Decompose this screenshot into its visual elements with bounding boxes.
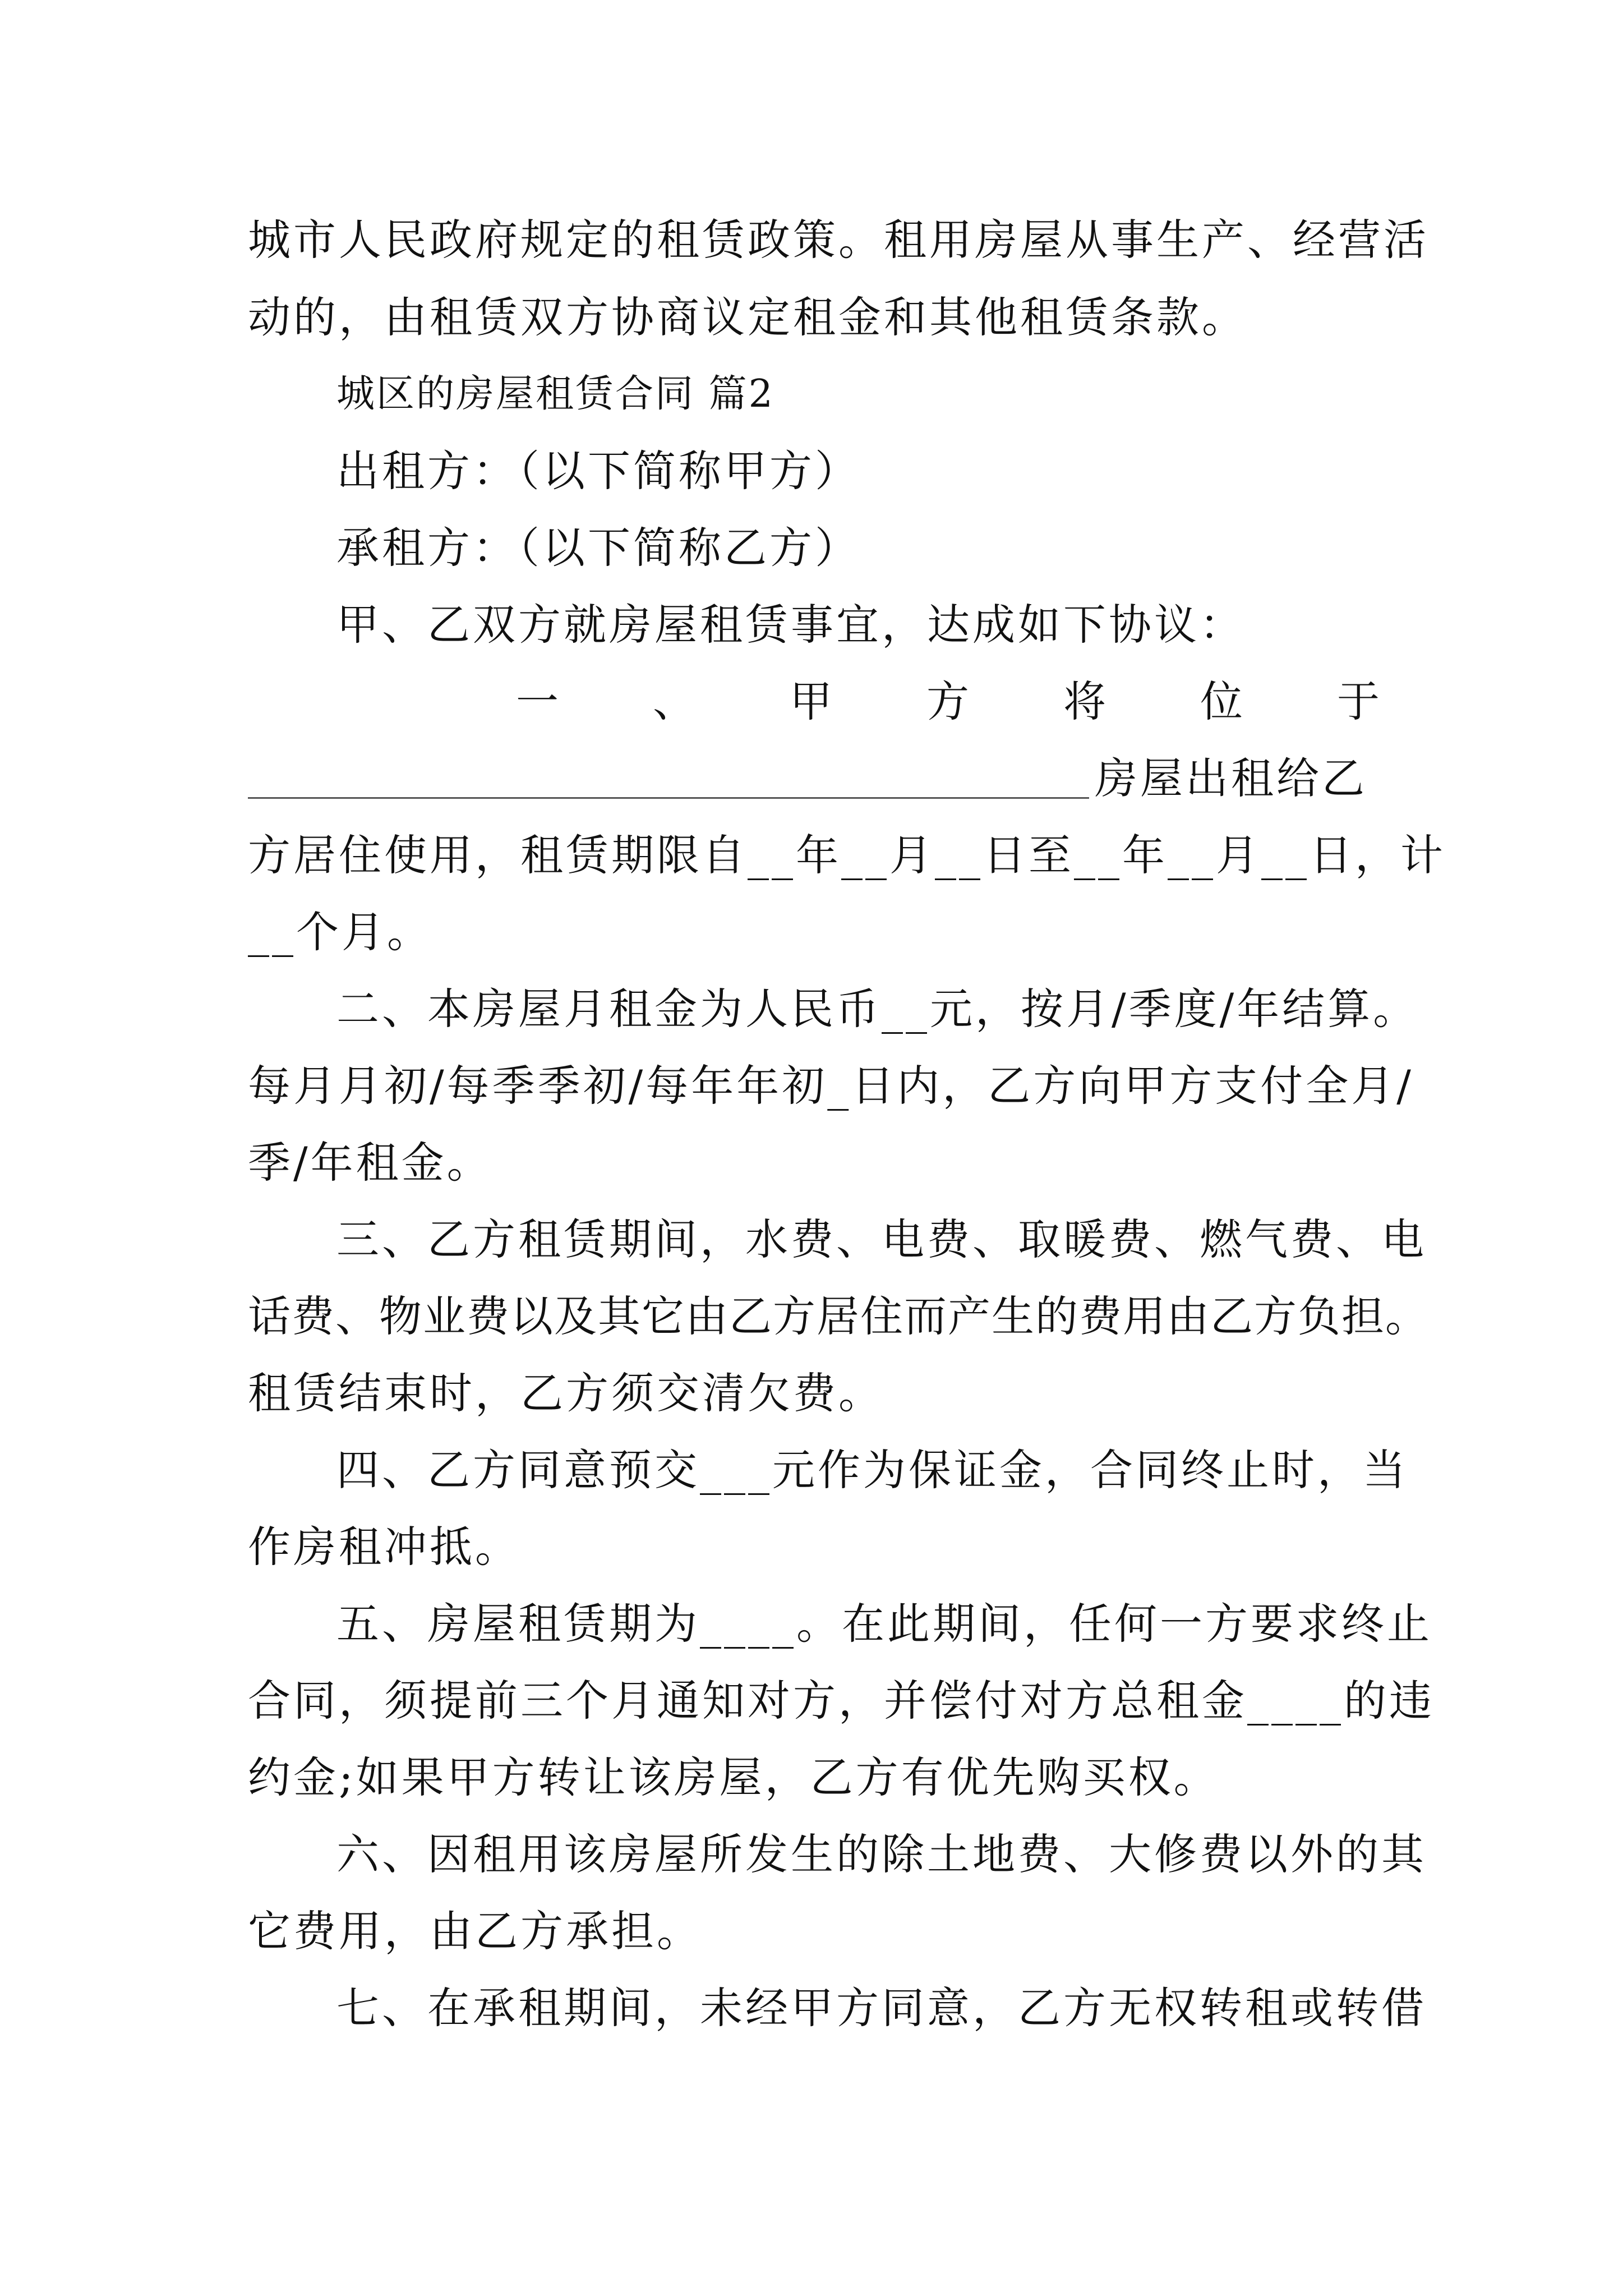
spaced-char: 方 xyxy=(926,677,969,726)
paragraph-line: 七、在承租期间，未经甲方同意，乙方无权转租或转借 xyxy=(336,1983,1427,2033)
agreement-intro-line: 甲、乙双方就房屋租赁事宜，达成如下协议： xyxy=(336,600,1245,650)
paragraph-line: 城市人民政府规定的租赁政策。租用房屋从事生产、经营活 xyxy=(248,215,1429,265)
paragraph-line: 作房租冲抵。 xyxy=(248,1522,520,1572)
spaced-char: 一 xyxy=(516,677,559,726)
paragraph-line: 五、房屋租赁期为____。在此期间，任何一方要求终止 xyxy=(336,1599,1432,1649)
paragraph-line: 六、因租用该房屋所发生的除土地费、大修费以外的其 xyxy=(336,1829,1427,1879)
spaced-char: 于 xyxy=(1337,677,1380,726)
lessor-line: 出租方：（以下简称甲方） xyxy=(336,446,860,496)
clause-one-spaced-line xyxy=(516,674,1380,730)
lessee-line: 承租方：（以下简称乙方） xyxy=(336,523,860,573)
paragraph-line: 约金;如果甲方转让该房屋，乙方有优先购买权。 xyxy=(248,1752,1219,1802)
paragraph-line: 二、本房屋月租金为人民币__元，按月/季度/年结算。 xyxy=(336,984,1419,1034)
paragraph-line: 动的，由租赁双方协商议定租金和其他租赁条款。 xyxy=(248,292,1247,342)
paragraph-line: 话费、物业费以及其它由乙方居住而产生的费用由乙方负担。 xyxy=(248,1291,1429,1341)
paragraph-line: 房屋出租给乙 xyxy=(1095,753,1367,803)
paragraph-line: __个月。 xyxy=(248,907,432,957)
paragraph-line: 三、乙方租赁期间，水费、电费、取暖费、燃气费、电 xyxy=(336,1214,1427,1264)
address-blank xyxy=(248,752,1089,799)
paragraph-line: 季/年租金。 xyxy=(248,1138,492,1188)
section-heading: 城区的房屋租赁合同 篇2 xyxy=(336,372,774,416)
spaced-char: 位 xyxy=(1200,677,1243,726)
paragraph-line: 每月月初/每季季初/每年年初_日内，乙方向甲方支付全月/ xyxy=(248,1061,1414,1111)
spaced-char: 将 xyxy=(1063,677,1106,726)
paragraph-line: 四、乙方同意预交___元作为保证金，合同终止时，当 xyxy=(336,1445,1408,1495)
spaced-char: 、 xyxy=(653,677,695,726)
paragraph-line: 方居住使用，租赁期限自__年__月__日至__年__月__日，计 xyxy=(248,830,1446,880)
spaced-char: 甲 xyxy=(790,677,832,726)
paragraph-line: 它费用，由乙方承担。 xyxy=(248,1906,702,1956)
paragraph-line: 租赁结束时，乙方须交清欠费。 xyxy=(248,1368,884,1418)
paragraph-line: 合同，须提前三个月通知对方，并偿付对方总租金____的违 xyxy=(248,1676,1435,1726)
address-blank-line xyxy=(248,751,1381,807)
